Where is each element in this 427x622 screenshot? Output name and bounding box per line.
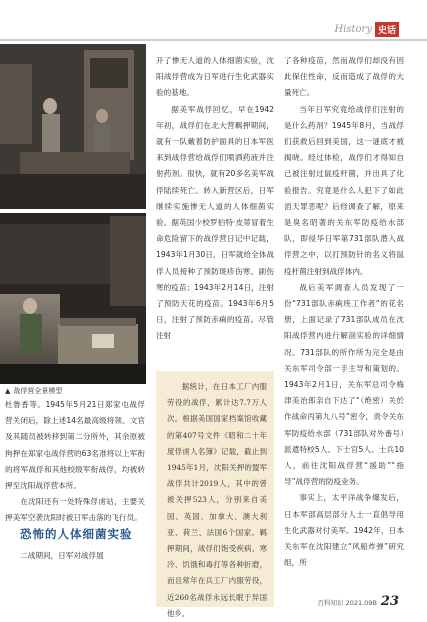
caption-triangle-icon: ▲ xyxy=(5,387,11,395)
section-subheading: 恐怖的人体细菌实验 xyxy=(20,527,133,541)
column-right xyxy=(284,53,404,572)
section-label xyxy=(334,22,399,37)
column-middle xyxy=(156,53,274,345)
camp-diorama-photo xyxy=(0,44,146,384)
page-number: 23 xyxy=(380,594,399,609)
journal-issue: 百科知识 2021.09B xyxy=(317,599,377,607)
header-rule xyxy=(0,39,427,41)
column-left xyxy=(5,397,145,527)
photo-illustration xyxy=(0,44,146,384)
column-left-continued xyxy=(5,548,145,564)
section-english: History xyxy=(334,24,372,35)
right-paragraph-3: 事实上，太平洋战争爆发后，日本军部高层部分人士一直倡导用生化武器对付美军。1942年，日本关东军在沈阳建立“风船炸弹”研究组，所 xyxy=(284,493,404,568)
section-tag: 史话 xyxy=(375,22,399,37)
mid-paragraph-1: 据美军战俘回忆，早在1942年初，战俘们在北大营羁押期间，就有一队戴着防护面具的日本军医来到战俘营给战俘们喷洒药液并注射药剂。很快，就有20多名美军战俘陆续死亡。转入新营区后，日军继续实施惨无人道的人体细菌实验。据英国少校罗伯特·皮蒂冒着生命危险留下的战俘营日记中记载，1943年1月30日，日军就给全体战俘人员接种了预防斑疹伤寒、副伤寒的疫苗；1943年2月14日，注射了预防天花的疫苗。1943年6月5日，注射了预防赤痢的疫苗。尽管注射 xyxy=(156,104,274,341)
sidebar-text: 据统计，在日本工厂内服劳役的战俘，累计达7.7万人次。根据美国国家档案馆收藏的第407号文件《昭和二十年度俘虏人名簿》记载，截止到1945年1月，沈阳关押的盟军战俘共计2019人，其中的曾被关押523人，分别来自美国、英国、加拿大、澳大利亚、荷兰、法国6个国家。羁押期间，战俘们饱受疾病、寒冷、饥饿和毒打等各种折磨，而且常年在兵工厂内服劳役，近260名战俘永远长眠于异国他乡。 xyxy=(167,382,267,618)
right-paragraph-0: 了各种疫苗，然而战俘们却没有因此保住性命，反而造成了战俘的大量死亡。 xyxy=(284,56,404,98)
left2-paragraph-1: 二战期间，日军对战俘展 xyxy=(20,551,104,560)
mid-paragraph-0: 开了惨无人道的人体细菌实验，沈阳战俘营成为日军进行生化武器实验的基地。 xyxy=(156,56,274,98)
right-paragraph-2: 战后美军调查人员发现了一份“731部队赤痢班工作者”的花名册，上面记录了731部队成员在沈阳战俘营内进行解剖实验的详细情况。731部队的所作所为完全是由关东军司令部一手主导和策划的。1943年2月1日，关东军总司令梅津美治郎亲自下达了“（绝密）关於作战命丙第九八号”密令，责令关东军防疫给水部（731部队对外番号）派遣特校5人、下士官5人、士兵10人，前往沈阳战俘营“援助”“指导”战俘营的防疫业务。 xyxy=(284,282,404,487)
left-paragraph-2: 在沈阳还有一处特殊俘虏站，主要关押美军空袭沈阳时被日军击落的飞行员。 xyxy=(5,497,145,523)
photo-caption xyxy=(5,386,62,396)
caption-text: 战俘营全景模型 xyxy=(13,387,63,395)
sidebar-text-wrap xyxy=(167,379,267,622)
page-footer xyxy=(318,594,400,609)
page-header xyxy=(0,0,427,42)
right-paragraph-1: 当年日军究竟给战俘们注射的是什么药剂？1945年8月，当战俘们获救后回到美国，这一谜底才被揭晓。经过体检，战俘们才得知自己被注射过鼠疫杆菌，并出具了化验报告。究竟是什么人犯下了如此滔天罪恶呢？后经调查了解，原来是臭名昭著的关东军防疫给水部队，即侵华日军第731部队潜入战俘营之中，以打预防针的名义将鼠疫杆菌注射到战俘体内。 xyxy=(284,104,404,276)
left-paragraph-1: 杜鲁香等。1945年5月21日郑家屯战俘营关闭后，除上述14名最高级将领、文官及其随员被转移到第二分所外，其余原被拘押在郑家屯战俘营的63名准将以上军衔的将军战俘和其他校级军衔战俘，均被转押至沈阳战俘营本所。 xyxy=(5,400,145,491)
statistics-sidebar xyxy=(156,371,274,618)
